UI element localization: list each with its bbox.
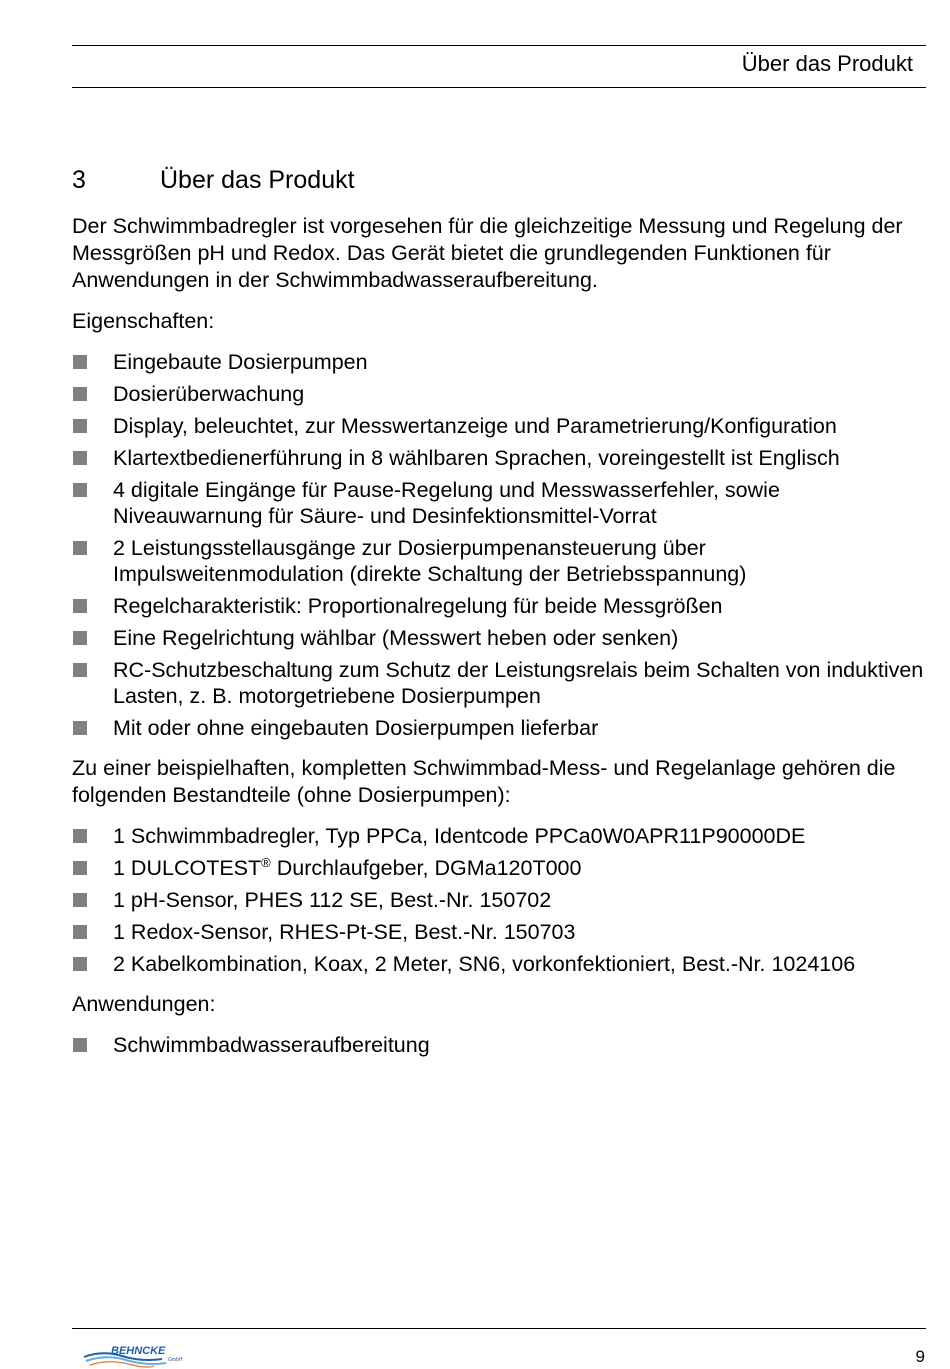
list-item: Display, beleuchtet, zur Messwertanzeige und Parametrierung/Konfiguration (72, 413, 928, 439)
page-number: 9 (915, 1347, 925, 1366)
components-list (72, 823, 928, 977)
running-header-title: Über das Produkt (741, 51, 913, 76)
list-item: Mit oder ohne eingebauten Dosierpumpen lieferbar (72, 715, 928, 741)
list-item: 2 Leistungsstellausgänge zur Dosierpumpenansteuerung über Impulsweitenmodulation (direkte Schaltung der Betriebsspannung) (72, 535, 928, 587)
section-title: Über das Produkt (160, 166, 355, 194)
applications-list (72, 1032, 928, 1058)
list-item: Dosierüberwachung (72, 381, 928, 407)
logo-text: BEHNCKE (111, 1345, 166, 1357)
list-item: 4 digitale Eingänge für Pause-Regelung und Messwasserfehler, sowie Niveauwarnung für Säure- und Desinfektionsmittel-Vorrat (72, 477, 928, 529)
list-item: Klartextbedienerführung in 8 wählbaren Sprachen, voreingestellt ist Englisch (72, 445, 928, 471)
page-content (72, 164, 928, 1072)
component-name: 1 DULCOTEST (113, 856, 262, 880)
applications-label: Anwendungen: (72, 992, 216, 1016)
intro-paragraph: Der Schwimmbadregler ist vorgesehen für die gleichzeitige Messung und Regelung der Messgrößen pH und Redox. Das Gerät bietet die grundlegenden Funktionen für Anwendungen in der Schwimmbadwasseraufbereitung. (72, 214, 903, 292)
list-item: Regelcharakteristik: Proportionalregelung für beide Messgrößen (72, 593, 928, 619)
list-item: 1 Redox-Sensor, RHES-Pt-SE, Best.-Nr. 150703 (72, 919, 928, 945)
footer-rule (72, 1328, 926, 1329)
list-item: RC-Schutzbeschaltung zum Schutz der Leistungsrelais beim Schalten von induktiven Lasten, z. B. motorgetriebene Dosierpumpen (72, 657, 928, 709)
registered-mark: ® (261, 855, 271, 870)
features-list (72, 349, 928, 741)
list-item: Eingebaute Dosierpumpen (72, 349, 928, 375)
behncke-logo (82, 1344, 192, 1369)
section-heading (72, 164, 928, 196)
list-item: Eine Regelrichtung wählbar (Messwert heben oder senken) (72, 625, 928, 651)
features-label: Eigenschaften: (72, 309, 215, 333)
component-detail: Durchlaufgeber, DGMa120T000 (270, 856, 582, 880)
list-item: Schwimmbadwasseraufbereitung (72, 1032, 928, 1058)
list-item: 2 Kabelkombination, Koax, 2 Meter, SN6, vorkonfektioniert, Best.-Nr. 1024106 (72, 951, 928, 977)
list-item: 1 Schwimmbadregler, Typ PPCa, Identcode PPCa0W0APR11P90000DE (72, 823, 928, 849)
header-bottom-rule (72, 87, 926, 88)
list-item (72, 855, 928, 881)
section-number: 3 (72, 166, 86, 194)
components-intro: Zu einer beispielhaften, kompletten Schwimmbad-Mess- und Regelanlage gehören die folgenden Bestandteile (ohne Dosierpumpen): (72, 756, 896, 807)
logo-subtext: GmbH (168, 1357, 183, 1363)
header-top-rule (72, 45, 926, 46)
list-item: 1 pH-Sensor, PHES 112 SE, Best.-Nr. 150702 (72, 887, 928, 913)
